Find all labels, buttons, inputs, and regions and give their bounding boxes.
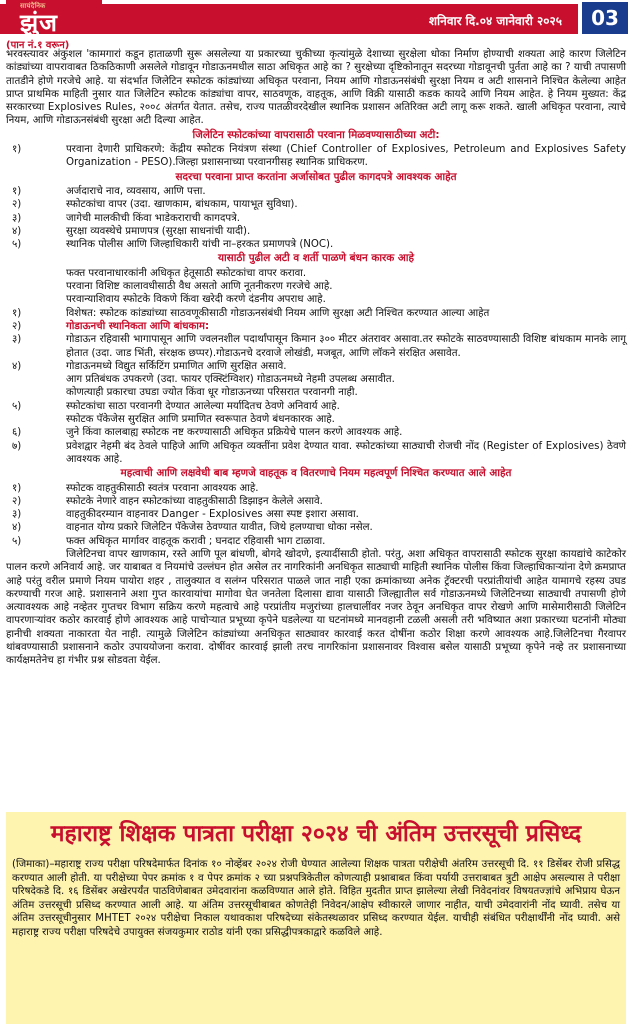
list-item [6,143,626,170]
list-text: जुने किंवा कालबाह्य स्फोटक नष्ट करण्यासाठी अधिकृत प्रक्रियेचे पालन करणे आवश्यक आहे. [66,427,403,439]
article-body [6,48,626,668]
list-item [6,495,626,508]
list-text: सुरक्षा व्यवस्थेचे प्रमाणपत्र (सुरक्षा साधनांची यादी). [66,225,251,237]
list-item [6,400,626,413]
list-number: ५) [12,400,22,412]
list-text: वाहनात योग्य प्रकारे जिलेटिन पॅकेजेस ठेवण्यात यावीत, जिथे हलण्याचा धोका नसेल. [66,522,373,534]
page-number: 03 [582,2,628,34]
list-text: स्फोटकांचा साठा परवानगी देण्यात आलेल्या मर्यादितच ठेवणे अनिवार्य आहे. [66,400,340,412]
list-number: ६) [12,427,22,439]
list-number: १) [12,185,22,197]
news-banner [6,812,626,1024]
banner-body: (जिमाका)–महाराष्ट्र राज्य परीक्षा परिषदेमार्फत दिनांक १० नोव्हेंबर २०२४ रोजी घेण्यात आलेल्या शिक्षक पात्रता परीक्षेची अंतरिम उत्तरसूची दि. ११ डिसेंबर रोजी प्रसिद्ध करण्यात आली होती. या परीक्षेच्या पेपर क्रमांक १ व पेपर क्रमांक २ च्या प्रश्नपत्रिकेतील कोणत्याही प्रश्नाबाबत किंवा पर्यायी उत्तराबाबत त्रुटी आक्षेप असल्यास ते परीक्षा परिषदेकडे दि. १६ डिसेंबर अखेरपर्यंत पाठविणेबाबत उमेदवारांना कळविण्यात आले होते. विहित मुदतीत प्राप्त झालेल्या लेखी निवेदनांवर विषयतज्ज्ञांचे अभिप्राय घेऊन अंतिम उत्तरसूची प्रसिध्द करण्यात आली आहे. या अंतिम उत्तरसूचीबाबत कोणतेही निवेदन/आक्षेप स्वीकारले जाणार नाहीत, याची उमेदवारांनी नोंद घ्यावी. तसेच या अंतिम उत्तरसूचीनुसार MHTET २०२४ परीक्षेचा निकाल यथावकाश परिषदेच्या संकेतस्थळावर प्रसिध्द करण्यात येईल. याचीही संबंधित परीक्षार्थींनी नोंद घ्यावी. असे महाराष्ट्र राज्य परीक्षा परिषदेचे उपायुक्त संजयकुमार राठोड यांनी एका प्रसिद्धीपत्रकाद्वारे कळविले आहे. [12,859,620,938]
list-number: २) [12,199,22,211]
list-item [6,482,626,495]
list-number: ३) [12,509,22,521]
list-number: २) [12,320,22,332]
list-item [6,508,626,521]
list-number: २) [12,495,22,507]
issue-date: शनिवार दि.०४ जानेवारी २०२५ [428,14,562,28]
list-item [6,521,626,534]
condition-line: परवान्याशिवाय स्फोटके विकणे किंवा खरेदी करणे दंडनीय अपराध आहे. [66,294,326,306]
list-item [6,212,626,225]
list-text: वाहतुकीदरम्यान वाहनावर Danger - Explosives असा स्पष्ट इशारा असावा. [66,509,359,521]
newspaper-logo [6,0,102,37]
list-text: गोडाऊन रहिवासी भागापासून आणि ज्वलनशील पदार्थांपासून किमान ३०० मीटर अंतरावर असावा.तर स्फोटके साठवण्यासाठी विशिष्ट बांधकाम मानके लागू होतात (उदा. जाड भिंती, संरक्षक छप्पर).गोडाऊनचे दरवाजे लोखंडी, मजबूत, आणि लॉकने संरक्षित असावेत. [66,334,626,359]
heading-documents: सदरचा परवाना प्राप्त करतांना अर्जासोबत पुढील कागदपत्रे आवश्यक आहेत [175,170,457,183]
heading-license-conditions: जिलेटिन स्फोटकांच्या वापरासाठी परवाना मिळवण्यासाठीच्या अटी: [192,128,440,141]
list-item [6,238,626,251]
list-text: स्थानिक पोलीस आणि जिल्हाधिकारी यांची ना–हरकत प्रमाणपत्रे (NOC). [66,239,334,251]
condition-line: परवाना विशिष्ट कालावधीसाठी वैध असतो आणि नूतनीकरण गरजेचे आहे. [66,281,333,293]
list-number: ५) [12,239,22,251]
list-text: विशेषत: स्फोटक कांड्यांच्या साठवणूकीसाठी गोडाऊनसंबंधी नियम आणि सुरक्षा अटी निश्चित करण्यात आल्या आहेत [66,307,490,319]
list-number: १) [12,482,22,494]
heading-godown-location: गोडाऊनची स्थानिकता आणि बांधकाम: [66,320,210,332]
list-number: ४) [12,225,22,237]
list-number: ४) [12,360,22,372]
list-text: परवाना देणारी प्राधिकरणे: केंद्रीय स्फोटक नियंत्रण संस्था (Chief Controller of Explosives, Petroleum and Explosives Safety Organization - PESO).जिल्हा प्रशासनाच्या परवानगीसह स्थानिक प्राधिकरण. [66,144,626,169]
list-text: स्फोटक वाहतुकीसाठी स्वतंत्र परवाना आवश्यक आहे. [66,482,259,494]
page-header [0,0,632,36]
list-item [6,426,626,439]
continued-from: (पान नं.१ वरून) [6,40,70,51]
closing-paragraph: जिलेटिनचा वापर खाणकाम, रस्ते आणि पूल बांधणी, बोगदे खोदणे, इत्यादींसाठी होतो. परंतु, अशा अधिकृत वापरासाठी स्फोटक सुरक्षा कायद्यांचे काटेकोर पालन करणे अनिवार्य आहे. जर याबाबत व नियमांचे उल्लंघन होत असेल तर नागरिकांनी अनधिकृत साठ्याची माहिती स्थानिक पोलीस किंवा जिल्हाधिकाऱ्यांना देणे क्रमप्राप्त आहे परंतु वरील प्रमाणे नियम पायोरा शहर , तालुक्यात व सलंग्न परिसरात पाळले जात नाही एका क्रमांकाच्या अनेक ट्रॅक्टरची परप्रांतीयांची आहेत यामागचे रहस्य उघड करण्याची गरज आहे. प्रशासनाने अशा गुप्त कारवायांचा मागोवा घेत जनतेला दिलासा द्यावा यासाठी जिल्ह्यातील सर्व गोडाऊनमध्ये जिलेटिनच्या साठ्याची तपासणी होणे अत्यावश्यक आहे नव्हेतर गुप्तचर विभाग सक्रिय करणे महत्वाचे आहे परप्रांतीय मजुरांच्या हालचालींवर नजर ठेवून अनधिकृत वापर रोखणे आणि मासेमारीसाठी जिलेटिन वापरणाऱ्यांवर कठोर कारवाई होणे आवश्यक आहे पाचोऱ्यात प्रभूच्या कृपेने घडलेल्या या घटनांमध्ये मानवहानी टळली असली तरी भविष्यात अशा प्रकारच्या घटनांनी मोठ्या हानीची शक्यता नाकारता येत नाही. त्यामुळे जिलेटिन कांड्यांच्या अनधिकृत साठ्यावर कारवाई करत दोषींना कठोर शिक्षा करणे आवश्यक आहे.जिलेटिनचा गैरवापर थांबवण्यासाठी प्रशासनाने कठोर उपाययोजना करावा. दोषींवर कारवाई झाली तरच नागरिकांना प्रशासनावर विश्वास बसेल यासाठी प्रभूच्या कृपेने नव्हे तर प्रशासनाच्या कार्यक्षमतेनेच हा गंभीर प्रश्न सोडवता येईल. [6,548,626,667]
list-number: ३) [12,334,22,346]
list-number: ५) [12,535,22,547]
heading-binding-conditions: यासाठी पुढील अटी व शर्ती पाळणे बंधन कारक आहे [217,252,415,265]
list-text: प्रवेशद्वार नेहमी बंद ठेवले पाहिजे आणि अधिकृत व्यक्तींना प्रवेश देण्यात यावा. स्फोटकांच्या साठ्याची रोजची नोंद (Register of Explosives) ठेवणे आवश्यक आहे. [66,440,626,465]
heading-transport-rules: महत्वाची आणि लक्षवेधी बाब म्हणजे वाहतूक व वितरणाचे नियम महत्वपूर्ण निश्चित करण्यात आले आहेत [120,467,512,480]
condition-line: फक्त परवानाधारकांनी अधिकृत हेतूसाठी स्फोटकांचा वापर करावा. [66,267,307,279]
list-item [6,225,626,238]
list-item [6,333,626,360]
list-item [6,320,626,333]
list-item [6,535,626,548]
list-number: ४) [12,522,22,534]
list-text: स्फोटके नेणारे वाहन स्फोटकांच्या वाहतुकीसाठी डिझाइन केलेले असावे. [66,495,323,507]
intro-paragraph: भरवस्त्यावर अंकुशल 'कामगारां कडून हाताळणी सुरू असलेल्या या प्रकारच्या चुकीच्या कृत्यांमुळे देशाच्या सुरक्षेला धोका निर्माण होण्याची शक्यता आहे कारण जिलेटिन कांड्यांच्या वापरावाबत ठिकठिकाणी असलेले गोडावून गोडाऊनमधील साठा अधिकृत आहे का ? सुरक्षेच्या दृष्टिकोनातून सदरच्या गोडावूनची पुर्तता आहे का ? याची तपासणी तातडीने होणे गरजेचे आहे. या संदर्भात जिलेटिन स्फोटक कांड्यांच्या अधिकृत परवाना, नियम आणि गोडाऊनसंबंधी सुरक्षा नियम व अटी शासनाने निश्चित केलेल्या आहेत प्राप्त प्राथमिक माहिती नुसार यात जिलेटिन स्फोटक कांड्यांचा वापर, साठवणूक, वाहतूक, आणि विक्री यासाठी कडक कायदे आणि नियम आहेत. हे नियम मुख्यत: केंद्र सरकारच्या Explosives Rules, २००८ अंतर्गत येतात. तसेच, राज्य पातळीवरदेखील स्थानिक प्रशासन अतिरिक्त अटी लागू करू शकते. खाली अधिकृत परवाना, त्याचे नियम, आणि गोडाऊनसंबंधी सुरक्षा अटी दिल्या आहेत. [6,49,626,127]
list-text: आग प्रतिबंधक उपकरणे (उदा. फायर एक्स्टिंग्विशर) गोडाऊनमध्ये नेहमी उपलब्ध असावीत. [66,374,395,386]
logo-title: झुंज [20,8,58,37]
documents-list [6,185,626,251]
list-text: गोडाऊनमध्ये विद्युत सर्किटिंग प्रमाणित आणि सुरक्षित असावे. [66,360,287,372]
banner-headline: महाराष्ट्र शिक्षक पात्रता परीक्षा २०२४ ची अंतिम उत्तरसूची प्रसिध्द [50,820,582,847]
list-text: अर्जदाराचे नाव, व्यवसाय, आणि पत्ता. [66,185,206,197]
list-number: १) [12,144,22,156]
list-item [6,307,626,320]
list-text: फक्त अधिकृत मार्गावर वाहतूक करावी ; घनदाट रहिवासी भाग टाळावा. [66,535,326,547]
list-text: स्फोटकांचा वापर (उदा. खाणकाम, बांधकाम, पायाभूत सुविधा). [66,199,298,211]
list-item [6,185,626,198]
list-item [6,198,626,211]
list-item [6,440,626,467]
list-number: १) [12,307,22,319]
logo-tagline: सायंदैनिक [20,2,46,10]
list-text: जागेची मालकीची किंवा भाडेकराराची कागदपत्रे. [66,212,241,224]
list-text: स्फोटक पॅकेजेस सुरक्षित आणि प्रमाणित स्वरूपात ठेवणे बंधनकारक आहे. [66,414,335,426]
list-item [6,360,626,373]
list-text: कोणत्याही प्रकारचा उघडा ज्योत किंवा धूर गोडाऊनच्या परिसरात परवानगी नाही. [66,387,358,399]
list-number: ३) [12,212,22,224]
list-number: ७) [12,440,22,452]
